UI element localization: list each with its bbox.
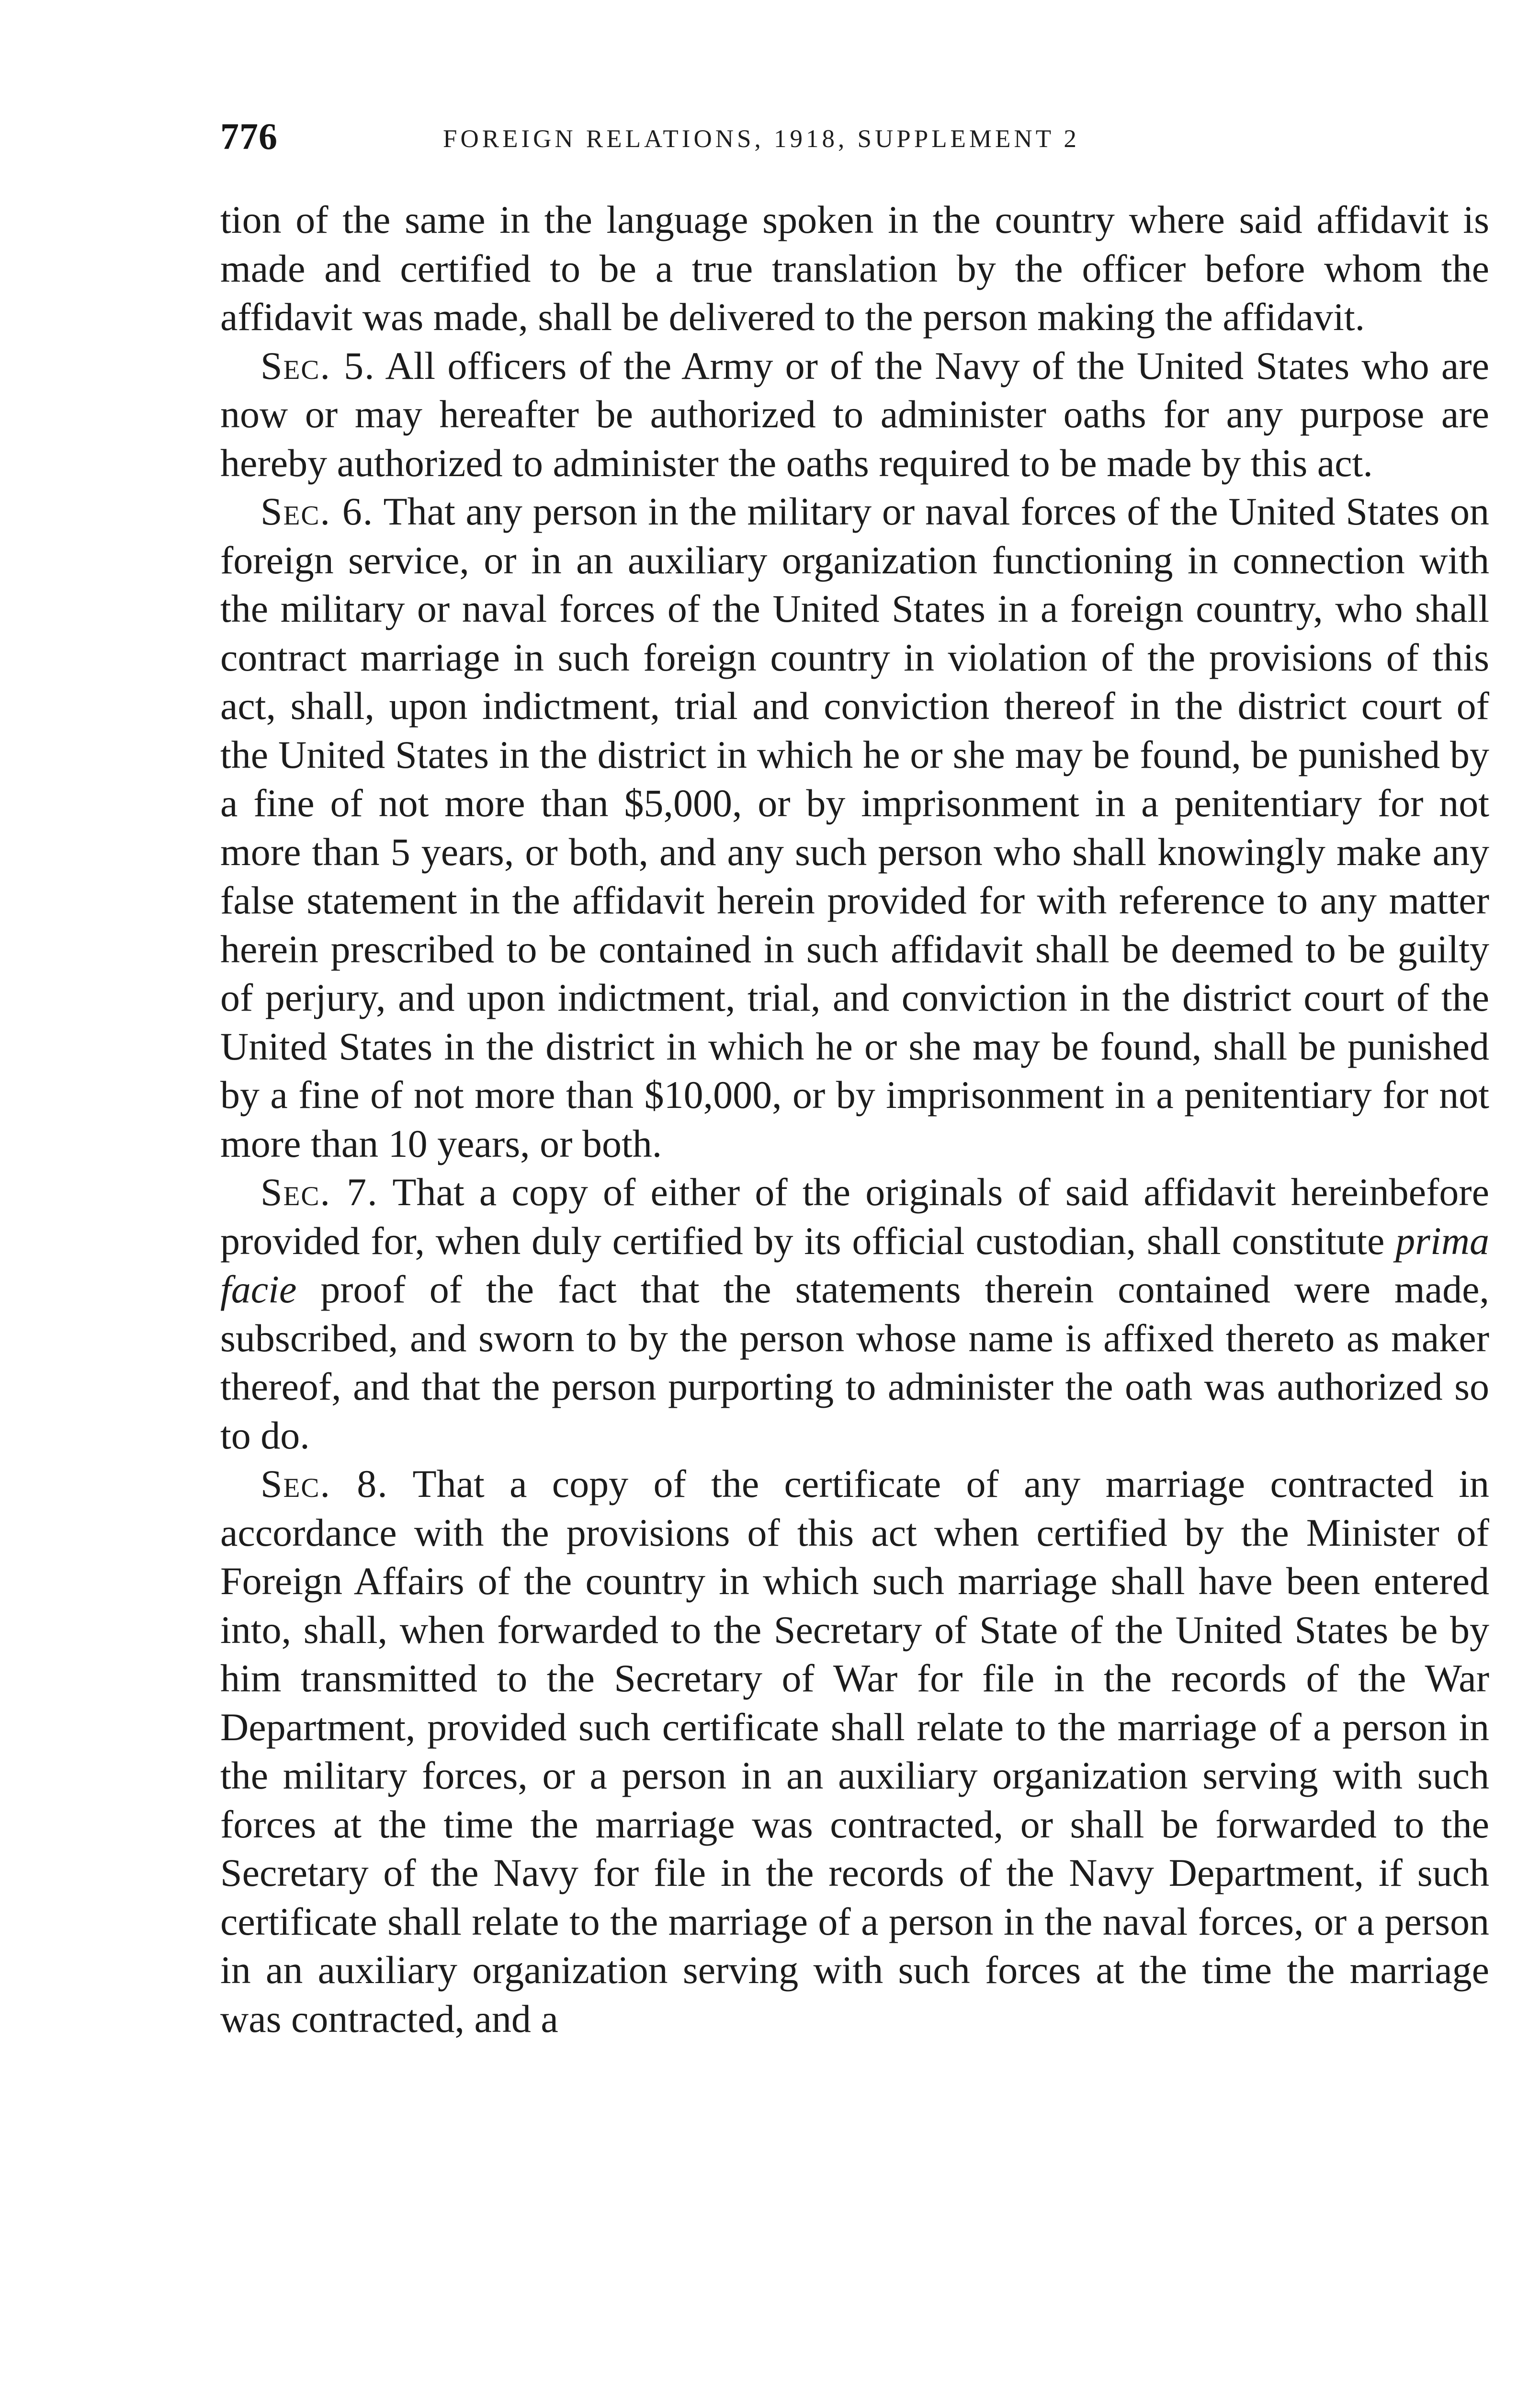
paragraph-text: That a copy of the certificate of any marriage contracted in accordance with the provisions of this act when certified by the Minister of Foreign Affairs of the country in which such marriage shall have been entered into, shall, when forwarded to the Secretary of State of the United States be by him transmitted to the Secretary of War for file in the records of the War Department, provided such certificate shall relate to the marriage of a person in the military forces, or a person in an auxiliary organization serving with such forces at the time the marriage was contracted, or shall be forwarded to the Secretary of the Navy for file in the records of the Navy Department, if such certificate shall relate to the marriage of a person in the naval forces, or a person in an auxiliary organization serving with such forces at the time the marriage was contracted, and a: [220, 1462, 1489, 2041]
paragraph-sec-8: [220, 1460, 1489, 2043]
paragraph-continuation: [220, 195, 1489, 342]
section-label: Sec. 7.: [260, 1170, 378, 1214]
paragraph-text: tion of the same in the language spoken in the country where said affidavit is made and certified to be a true translation by the officer before whom the affidavit was made, shall be delivered to the person making the affidavit.: [220, 198, 1489, 339]
paragraph-sec-5: [220, 342, 1489, 488]
italic-phrase: prima facie: [220, 1219, 1489, 1311]
page-number: 776: [220, 115, 278, 157]
body-text: [220, 195, 1489, 2043]
paragraph-sec-7: [220, 1168, 1489, 1460]
paragraph-sec-6: [220, 487, 1489, 1168]
paragraph-text: proof of the fact that the statements therein contained were made, subscribed, and sworn to by the person whose name is affixed thereto as maker thereof, and that the person purporting to administer the oath was authorized so to do.: [220, 1267, 1489, 1457]
section-label: Sec. 8.: [260, 1462, 388, 1505]
section-label: Sec. 6.: [260, 490, 374, 533]
paragraph-text: That any person in the military or naval forces of the United States on foreign service, or in an auxiliary organization functioning in connection with the military or naval forces of the United States in a foreign country, who shall contract marriage in such foreign country in violation of the provisions of this act, shall, upon indictment, trial and conviction thereof in the district court of the United States in the district in which he or she may be found, be punished by a fine of not more than $5,000, or by imprisonment in a penitentiary for not more than 5 years, or both, and any such person who shall knowingly make any false statement in the affidavit herein provided for with reference to any matter herein prescribed to be contained in such affidavit shall be deemed to be guilty of perjury, and upon indictment, trial, and conviction in the district court of the United States in the district in which he or she may be found, shall be punished by a fine of not more than $10,000, or by imprisonment in a penitentiary for not more than 10 years, or both.: [220, 490, 1489, 1165]
section-label: Sec. 5.: [260, 343, 375, 388]
running-head: FOREIGN RELATIONS, 1918, SUPPLEMENT 2: [443, 125, 1080, 153]
paragraph-text: All officers of the Army or of the Navy of the United States who are now or may hereafter be authorized to administer oaths for any purpose are hereby authorized to administer the oaths required to be made by this act.: [220, 343, 1489, 485]
paragraph-text: That a copy of either of the originals of said affidavit hereinbefore provided for, when duly certified by its official custodian, shall constitute: [220, 1170, 1489, 1263]
page-header: [220, 115, 1513, 172]
